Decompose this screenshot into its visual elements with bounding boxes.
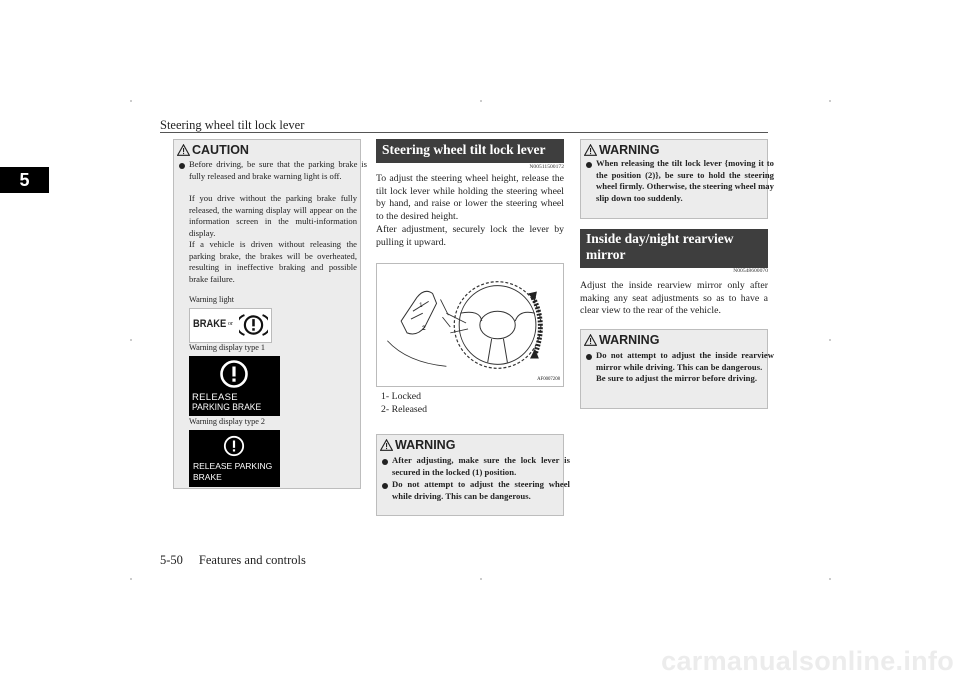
tilt-warning-item-1: After adjusting, make sure the lock lever is secured in the locked (1) position. bbox=[382, 455, 570, 478]
tilt-release-warning-box bbox=[580, 139, 775, 219]
caution-label: CAUTION bbox=[192, 143, 249, 157]
warning-triangle-icon bbox=[584, 144, 597, 156]
header-divider bbox=[160, 132, 768, 133]
brake-word: BRAKE bbox=[193, 318, 227, 330]
mirror-warning-title bbox=[584, 332, 659, 348]
tilt-warning-label: WARNING bbox=[395, 438, 456, 452]
warning-triangle-icon bbox=[584, 334, 597, 346]
tilt-section-code: N00511500172 bbox=[529, 164, 564, 170]
warning-triangle-icon bbox=[380, 439, 393, 451]
display2-line-2: BRAKE bbox=[193, 472, 222, 482]
tilt-paragraph-2: After adjustment, securely lock the lever by pulling it upward. bbox=[376, 224, 564, 248]
display1-label: Warning display type 1 bbox=[189, 343, 265, 352]
tilt-warning-title bbox=[380, 437, 455, 453]
mirror-warning-label: WARNING bbox=[599, 333, 660, 347]
figure-legend-2: 2- Released bbox=[381, 404, 427, 415]
footer-section: Features and controls bbox=[198, 553, 306, 567]
chapter-tab: 5 bbox=[0, 167, 49, 193]
page-number: 5-50 bbox=[160, 553, 183, 567]
display1-line-1: RELEASE bbox=[192, 392, 238, 403]
warning-display-type-1 bbox=[189, 356, 280, 416]
figure-code: AF0007208 bbox=[537, 377, 560, 382]
warning-light-label: Warning light bbox=[189, 295, 235, 304]
mirror-section-heading: Inside day/night rearview mirror bbox=[580, 229, 768, 268]
right-warning-title bbox=[584, 142, 659, 158]
or-word: or bbox=[228, 321, 233, 327]
tilt-lever-figure bbox=[376, 263, 564, 387]
tilt-warning-item-2: Do not attempt to adjust the steering wheel while driving. This can be dangerous. bbox=[382, 479, 570, 502]
warning-triangle-icon bbox=[177, 144, 190, 156]
warning-light-image bbox=[189, 308, 272, 343]
mirror-warning-item bbox=[586, 350, 774, 385]
figure-callout-2: 2 bbox=[422, 325, 426, 332]
mirror-warning-text-2: Be sure to adjust the mirror before driving. bbox=[596, 373, 758, 384]
brake-warning-icon bbox=[239, 312, 268, 338]
mirror-warning-text-1: Do not attempt to adjust the inside rearview mirror while driving. This can be dangerous. bbox=[596, 350, 774, 372]
tilt-paragraph-1: To adjust the steering wheel height, release the tilt lock lever while holding the steering wheel by hand, and raise or lower the steering wheel to the desired height. bbox=[376, 173, 564, 223]
mirror-paragraph: Adjust the inside rearview mirror only after making any seat adjustments so as to have a clear view to the rear of the vehicle. bbox=[580, 280, 768, 317]
page-footer bbox=[160, 553, 306, 568]
mirror-section-code: N00548600070 bbox=[733, 268, 768, 274]
warning-display-type-2 bbox=[189, 430, 280, 487]
exclamation-circle-icon bbox=[223, 435, 245, 457]
display2-label: Warning display type 2 bbox=[189, 417, 265, 426]
caution-paragraph-2: If you drive without the parking brake fully released, the warning display will appear on the information screen in the multi-information display. bbox=[189, 193, 357, 238]
tilt-warning-box bbox=[376, 434, 570, 516]
display2-line-1: RELEASE PARKING bbox=[193, 461, 273, 471]
mirror-warning-box bbox=[580, 329, 774, 409]
caution-paragraph-3: If a vehicle is driven without releasing the parking brake, the brakes will be overheated, resulting in ineffective braking and possible brake failure. bbox=[189, 239, 357, 284]
figure-legend-1: 1- Locked bbox=[381, 391, 421, 402]
site-watermark: carmanualsonline.info bbox=[661, 646, 954, 676]
right-warning-label: WARNING bbox=[599, 143, 660, 157]
caution-paragraph-1: Before driving, be sure that the parking brake is fully released and brake warning light is off. bbox=[179, 159, 367, 182]
steering-wheel-illustration bbox=[377, 264, 563, 386]
display1-line-2: PARKING BRAKE bbox=[192, 402, 262, 413]
caution-box bbox=[173, 139, 367, 489]
page-header-title: Steering wheel tilt lock lever bbox=[160, 118, 305, 132]
tilt-section-heading: Steering wheel tilt lock lever bbox=[376, 139, 564, 163]
caution-title bbox=[177, 142, 249, 158]
figure-callout-1: 1 bbox=[419, 302, 423, 309]
right-warning-text: When releasing the tilt lock lever {moving it to the position (2)}, be sure to hold the steering wheel firmly. Otherwise, the steering wheel may slip down too suddenly. bbox=[586, 158, 774, 204]
exclamation-circle-icon bbox=[219, 359, 249, 389]
